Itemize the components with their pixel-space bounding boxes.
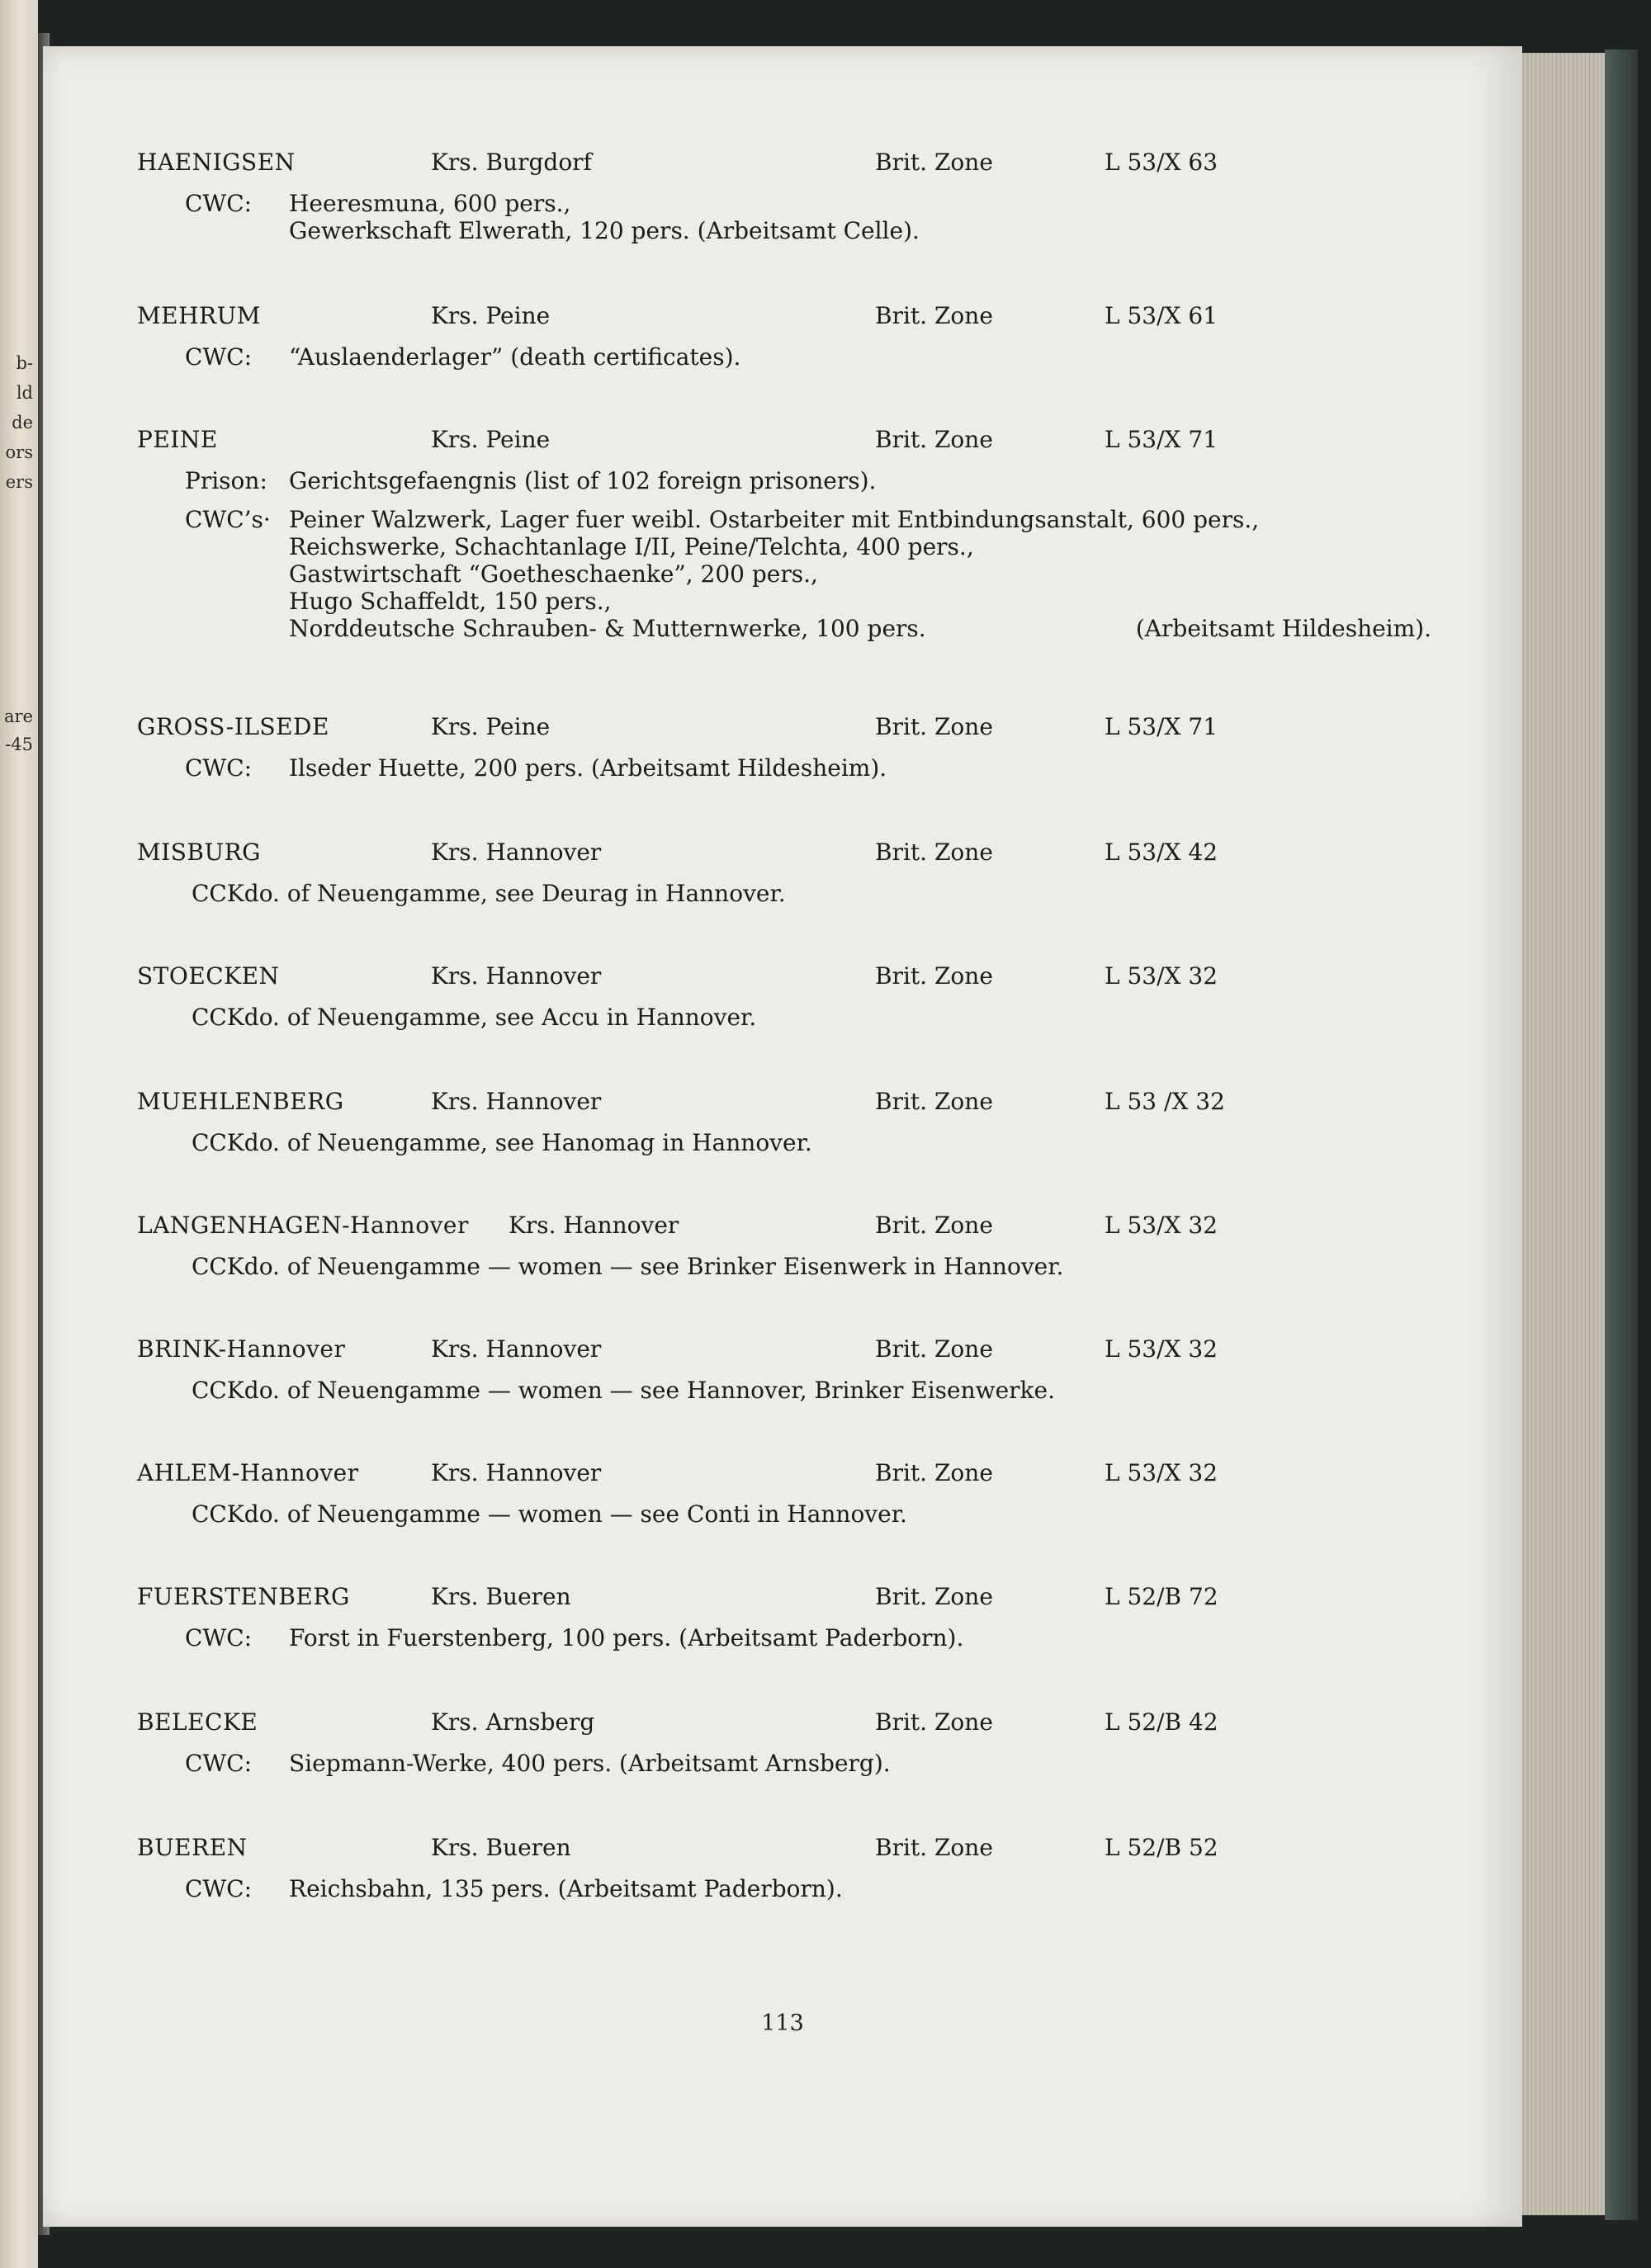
gazetteer-entry (43, 1583, 1522, 1651)
detail-line: Gastwirtschaft “Goetheschaenke”, 200 pers., (289, 560, 818, 588)
entry-detail (43, 1377, 1522, 1404)
grid-reference: L 53/X 32 (1105, 1335, 1218, 1363)
facing-page-fragment: -45 (5, 735, 33, 754)
zone: Brit. Zone (875, 149, 993, 176)
place-name: MUEHLENBERG (137, 1088, 344, 1115)
detail-line: Gewerkschaft Elwerath, 120 pers. (Arbeitsamt Celle). (289, 217, 920, 244)
facing-page-fragment: de (12, 413, 33, 432)
detail-line: Heeresmuna, 600 pers., (289, 190, 571, 217)
camp-note: CCKdo. of Neuengamme, see Deurag in Hannover. (192, 880, 786, 907)
place-name: HAENIGSEN (137, 149, 296, 176)
place-name: BRINK-Hannover (137, 1335, 346, 1363)
detail-label: Prison: (185, 467, 267, 494)
detail-line: Ilseder Huette, 200 pers. (Arbeitsamt Hildesheim). (289, 754, 887, 782)
zone: Brit. Zone (875, 839, 993, 866)
camp-note: CCKdo. of Neuengamme, see Accu in Hannover. (192, 1004, 757, 1031)
zone: Brit. Zone (875, 1708, 993, 1736)
detail-line: Reichswerke, Schachtanlage I/II, Peine/Telchta, 400 pers., (289, 533, 974, 560)
detail-line: Hugo Schaffeldt, 150 pers., (289, 588, 612, 615)
entry-header (43, 1459, 1522, 1495)
grid-reference: L 53/X 42 (1105, 839, 1218, 866)
grid-reference: L 53/X 61 (1105, 302, 1218, 329)
entry-detail (43, 1624, 1522, 1651)
entry-detail (43, 1500, 1522, 1528)
zone: Brit. Zone (875, 962, 993, 990)
detail-line: Norddeutsche Schrauben- & Mutternwerke, 100 pers. (289, 615, 926, 642)
place-name: PEINE (137, 426, 218, 453)
district: Krs. Bueren (431, 1583, 571, 1610)
gazetteer-entry (43, 1212, 1522, 1280)
grid-reference: L 53 /X 32 (1105, 1088, 1225, 1115)
zone: Brit. Zone (875, 302, 993, 329)
detail-label: CWC: (185, 190, 253, 217)
zone: Brit. Zone (875, 1583, 993, 1610)
detail-line: Reichsbahn, 135 pers. (Arbeitsamt Paderborn). (289, 1875, 843, 1902)
district: Krs. Hannover (431, 839, 602, 866)
entry-detail (43, 1875, 1522, 1902)
zone: Brit. Zone (875, 1212, 993, 1239)
entry-header (43, 1212, 1522, 1248)
grid-reference: L 53/X 71 (1105, 426, 1218, 453)
grid-reference: L 52/B 72 (1105, 1583, 1218, 1610)
facing-page-fragment: ld (16, 383, 33, 403)
grid-reference: L 53/X 32 (1105, 962, 1218, 990)
detail-label: CWC: (185, 1624, 253, 1651)
district: Krs. Peine (431, 713, 551, 740)
labour-office-note: (Arbeitsamt Hildesheim). (1135, 615, 1431, 642)
gazetteer-entry (43, 962, 1522, 1031)
detail-label: CWC’s· (185, 506, 271, 533)
gazetteer-entry (43, 1088, 1522, 1156)
district: Krs. Burgdorf (431, 149, 592, 176)
district: Krs. Peine (431, 302, 551, 329)
entry-detail (43, 467, 1522, 494)
document-page (43, 46, 1522, 2227)
place-name: STOECKEN (137, 962, 280, 990)
detail-line: Forst in Fuerstenberg, 100 pers. (Arbeitsamt Paderborn). (289, 1624, 964, 1651)
grid-reference: L 52/B 52 (1105, 1834, 1218, 1861)
gazetteer-entry (43, 1834, 1522, 1902)
gazetteer-entry (43, 426, 1522, 642)
zone: Brit. Zone (875, 1335, 993, 1363)
entry-detail (43, 1750, 1522, 1777)
entry-header (43, 713, 1522, 749)
zone: Brit. Zone (875, 1459, 993, 1486)
detail-label: CWC: (185, 754, 253, 782)
grid-reference: L 53/X 32 (1105, 1212, 1218, 1239)
page-number: 113 (761, 2010, 804, 2036)
camp-note: CCKdo. of Neuengamme — women — see Brinker Eisenwerk in Hannover. (192, 1253, 1064, 1280)
camp-note: CCKdo. of Neuengamme, see Hanomag in Hannover. (192, 1129, 812, 1156)
facing-page-fragment: b- (16, 353, 33, 373)
place-name: BELECKE (137, 1708, 258, 1736)
entry-header (43, 1088, 1522, 1124)
district: Krs. Hannover (509, 1212, 679, 1239)
district: Krs. Arnsberg (431, 1708, 595, 1736)
entry-detail (43, 190, 1522, 244)
entry-header (43, 839, 1522, 875)
entry-detail (43, 880, 1522, 907)
district: Krs. Bueren (431, 1834, 571, 1861)
entry-detail (43, 1253, 1522, 1280)
entry-header (43, 1335, 1522, 1372)
district: Krs. Peine (431, 426, 551, 453)
entry-detail (43, 343, 1522, 371)
place-name: MISBURG (137, 839, 262, 866)
detail-line: “Auslaenderlager” (death certificates). (289, 343, 741, 371)
entry-header (43, 962, 1522, 999)
grid-reference: L 53/X 32 (1105, 1459, 1218, 1486)
place-name: MEHRUM (137, 302, 261, 329)
gazetteer-entry (43, 1708, 1522, 1777)
book-cover (1605, 50, 1638, 2220)
zone: Brit. Zone (875, 1834, 993, 1861)
gazetteer-entry (43, 1459, 1522, 1528)
place-name: LANGENHAGEN-Hannover (137, 1212, 469, 1239)
facing-page-fragment: are (4, 706, 33, 726)
facing-page-fragment: ors (5, 442, 33, 462)
detail-label: CWC: (185, 1875, 253, 1902)
entry-detail (43, 506, 1522, 642)
detail-label: CWC: (185, 343, 253, 371)
entry-header (43, 302, 1522, 338)
grid-reference: L 53/X 63 (1105, 149, 1218, 176)
district: Krs. Hannover (431, 1088, 602, 1115)
entry-header (43, 426, 1522, 462)
entry-header (43, 1834, 1522, 1870)
zone: Brit. Zone (875, 426, 993, 453)
camp-note: CCKdo. of Neuengamme — women — see Hannover, Brinker Eisenwerke. (192, 1377, 1055, 1404)
place-name: BUEREN (137, 1834, 248, 1861)
entry-header (43, 1583, 1522, 1619)
page-edges (1512, 53, 1610, 2215)
detail-line: Gerichtsgefaengnis (list of 102 foreign prisoners). (289, 467, 877, 494)
grid-reference: L 53/X 71 (1105, 713, 1218, 740)
place-name: GROSS-ILSEDE (137, 713, 329, 740)
gazetteer-entry (43, 713, 1522, 782)
facing-page-fragment: ers (5, 472, 33, 492)
detail-line: Siepmann-Werke, 400 pers. (Arbeitsamt Arnsberg). (289, 1750, 891, 1777)
gazetteer-entry (43, 302, 1522, 371)
camp-note: CCKdo. of Neuengamme — women — see Conti in Hannover. (192, 1500, 907, 1528)
entry-detail (43, 754, 1522, 782)
entry-detail (43, 1129, 1522, 1156)
district: Krs. Hannover (431, 1459, 602, 1486)
gazetteer-entry (43, 1335, 1522, 1404)
grid-reference: L 52/B 42 (1105, 1708, 1218, 1736)
zone: Brit. Zone (875, 1088, 993, 1115)
detail-line: Peiner Walzwerk, Lager fuer weibl. Ostarbeiter mit Entbindungsanstalt, 600 pers., (289, 506, 1260, 533)
entry-detail (43, 1004, 1522, 1031)
entry-header (43, 149, 1522, 185)
district: Krs. Hannover (431, 962, 602, 990)
entry-header (43, 1708, 1522, 1745)
place-name: AHLEM-Hannover (137, 1459, 359, 1486)
gazetteer-entry (43, 839, 1522, 907)
gazetteer-entry (43, 149, 1522, 244)
detail-label: CWC: (185, 1750, 253, 1777)
facing-page-edge (0, 0, 38, 2268)
zone: Brit. Zone (875, 713, 993, 740)
district: Krs. Hannover (431, 1335, 602, 1363)
place-name: FUERSTENBERG (137, 1583, 350, 1610)
